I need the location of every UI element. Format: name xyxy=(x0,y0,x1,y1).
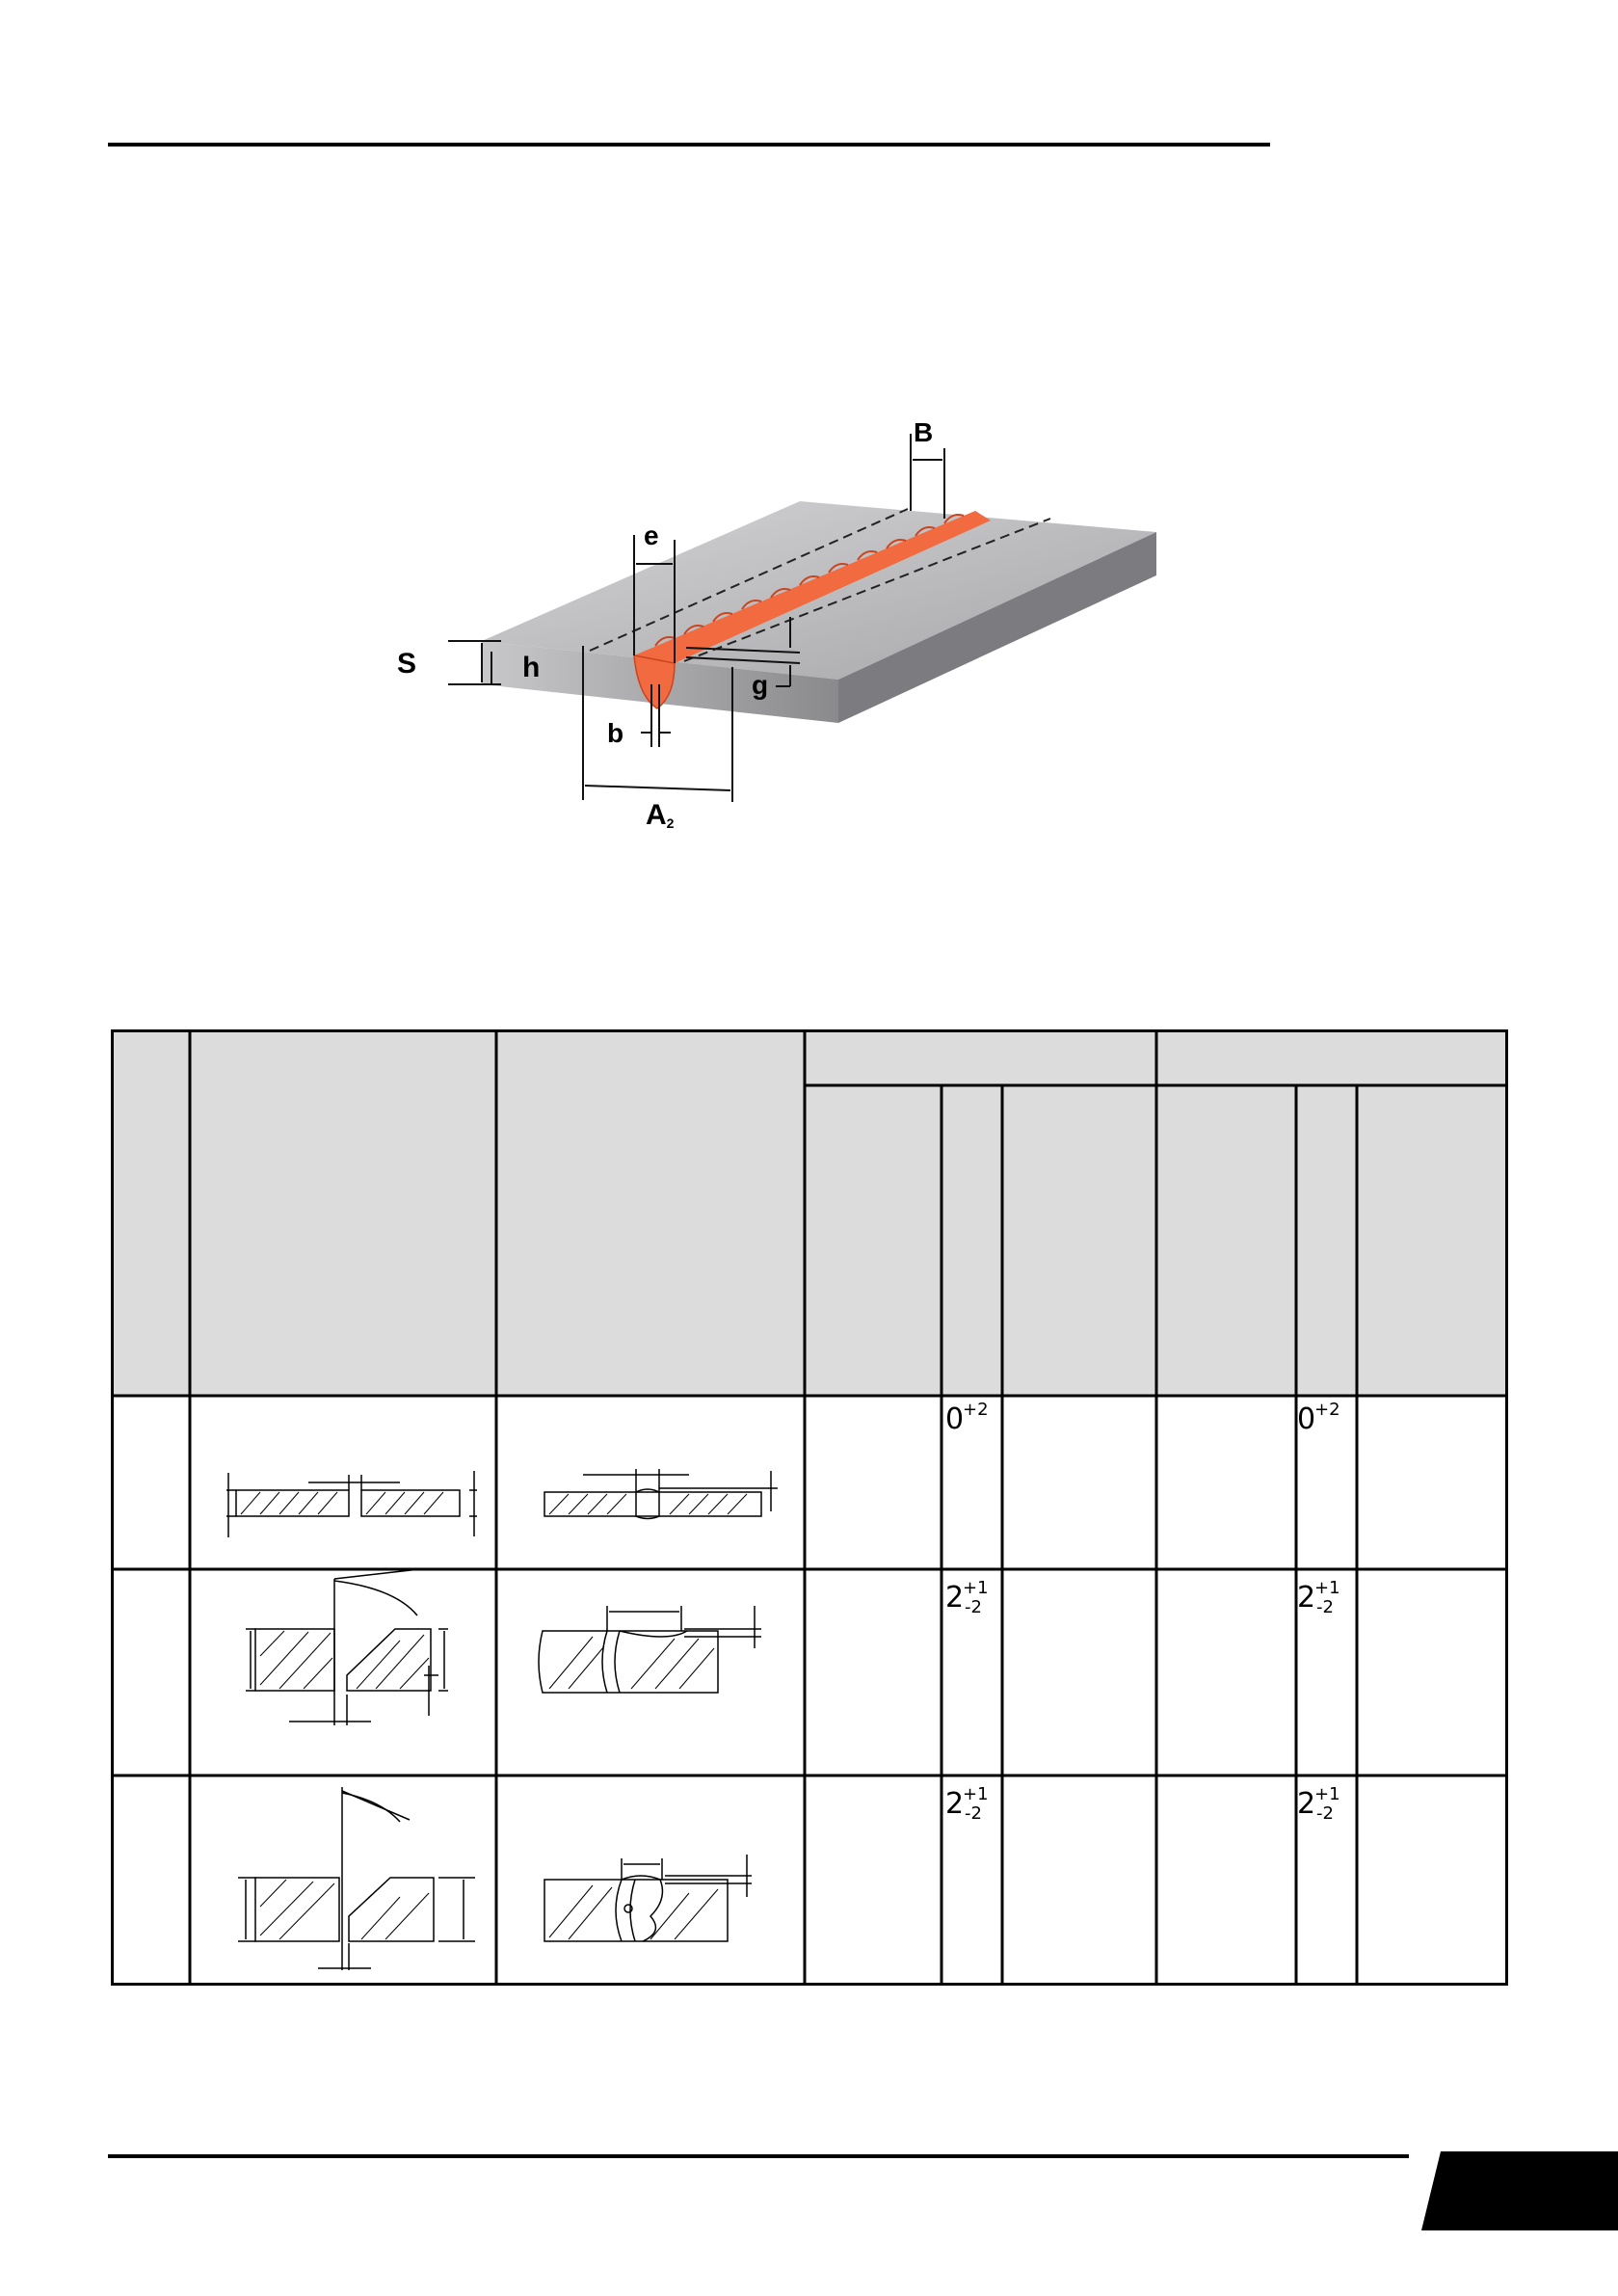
top-rule xyxy=(108,143,1270,147)
gap-tolerance-r3-b: 2 +1 -2 xyxy=(1297,1784,1340,1824)
joint-sketch-square-butt xyxy=(226,1471,477,1537)
weld-diagram xyxy=(385,414,1195,839)
bottom-rule xyxy=(108,2154,1409,2158)
gap-tolerance-r1-b: 0 +2 xyxy=(1297,1400,1340,1436)
label-g: g xyxy=(752,670,769,700)
label-B: B xyxy=(914,417,934,447)
joint-sketch-double-bevel xyxy=(238,1787,475,1970)
gap-tolerance-r1-a: 0 +2 xyxy=(945,1400,989,1436)
label-b: b xyxy=(607,718,624,748)
label-e: e xyxy=(644,521,659,550)
label-A: A2 xyxy=(646,799,675,831)
page-number-tab xyxy=(1421,2151,1618,2230)
label-S: S xyxy=(397,648,417,680)
weld-table xyxy=(111,1029,1508,1986)
gap-tolerance-r2-a: 2 +1 -2 xyxy=(945,1578,989,1617)
joint-sketch-single-bevel xyxy=(246,1569,448,1725)
label-h: h xyxy=(522,652,541,683)
weld-sketch-double-bevel xyxy=(544,1855,752,1941)
gap-tolerance-r2-b: 2 +1 -2 xyxy=(1297,1578,1340,1617)
weld-sketch-single-bevel xyxy=(539,1606,761,1693)
weld-sketch-square-butt xyxy=(544,1469,778,1519)
gap-tolerance-r3-a: 2 +1 -2 xyxy=(945,1784,989,1824)
